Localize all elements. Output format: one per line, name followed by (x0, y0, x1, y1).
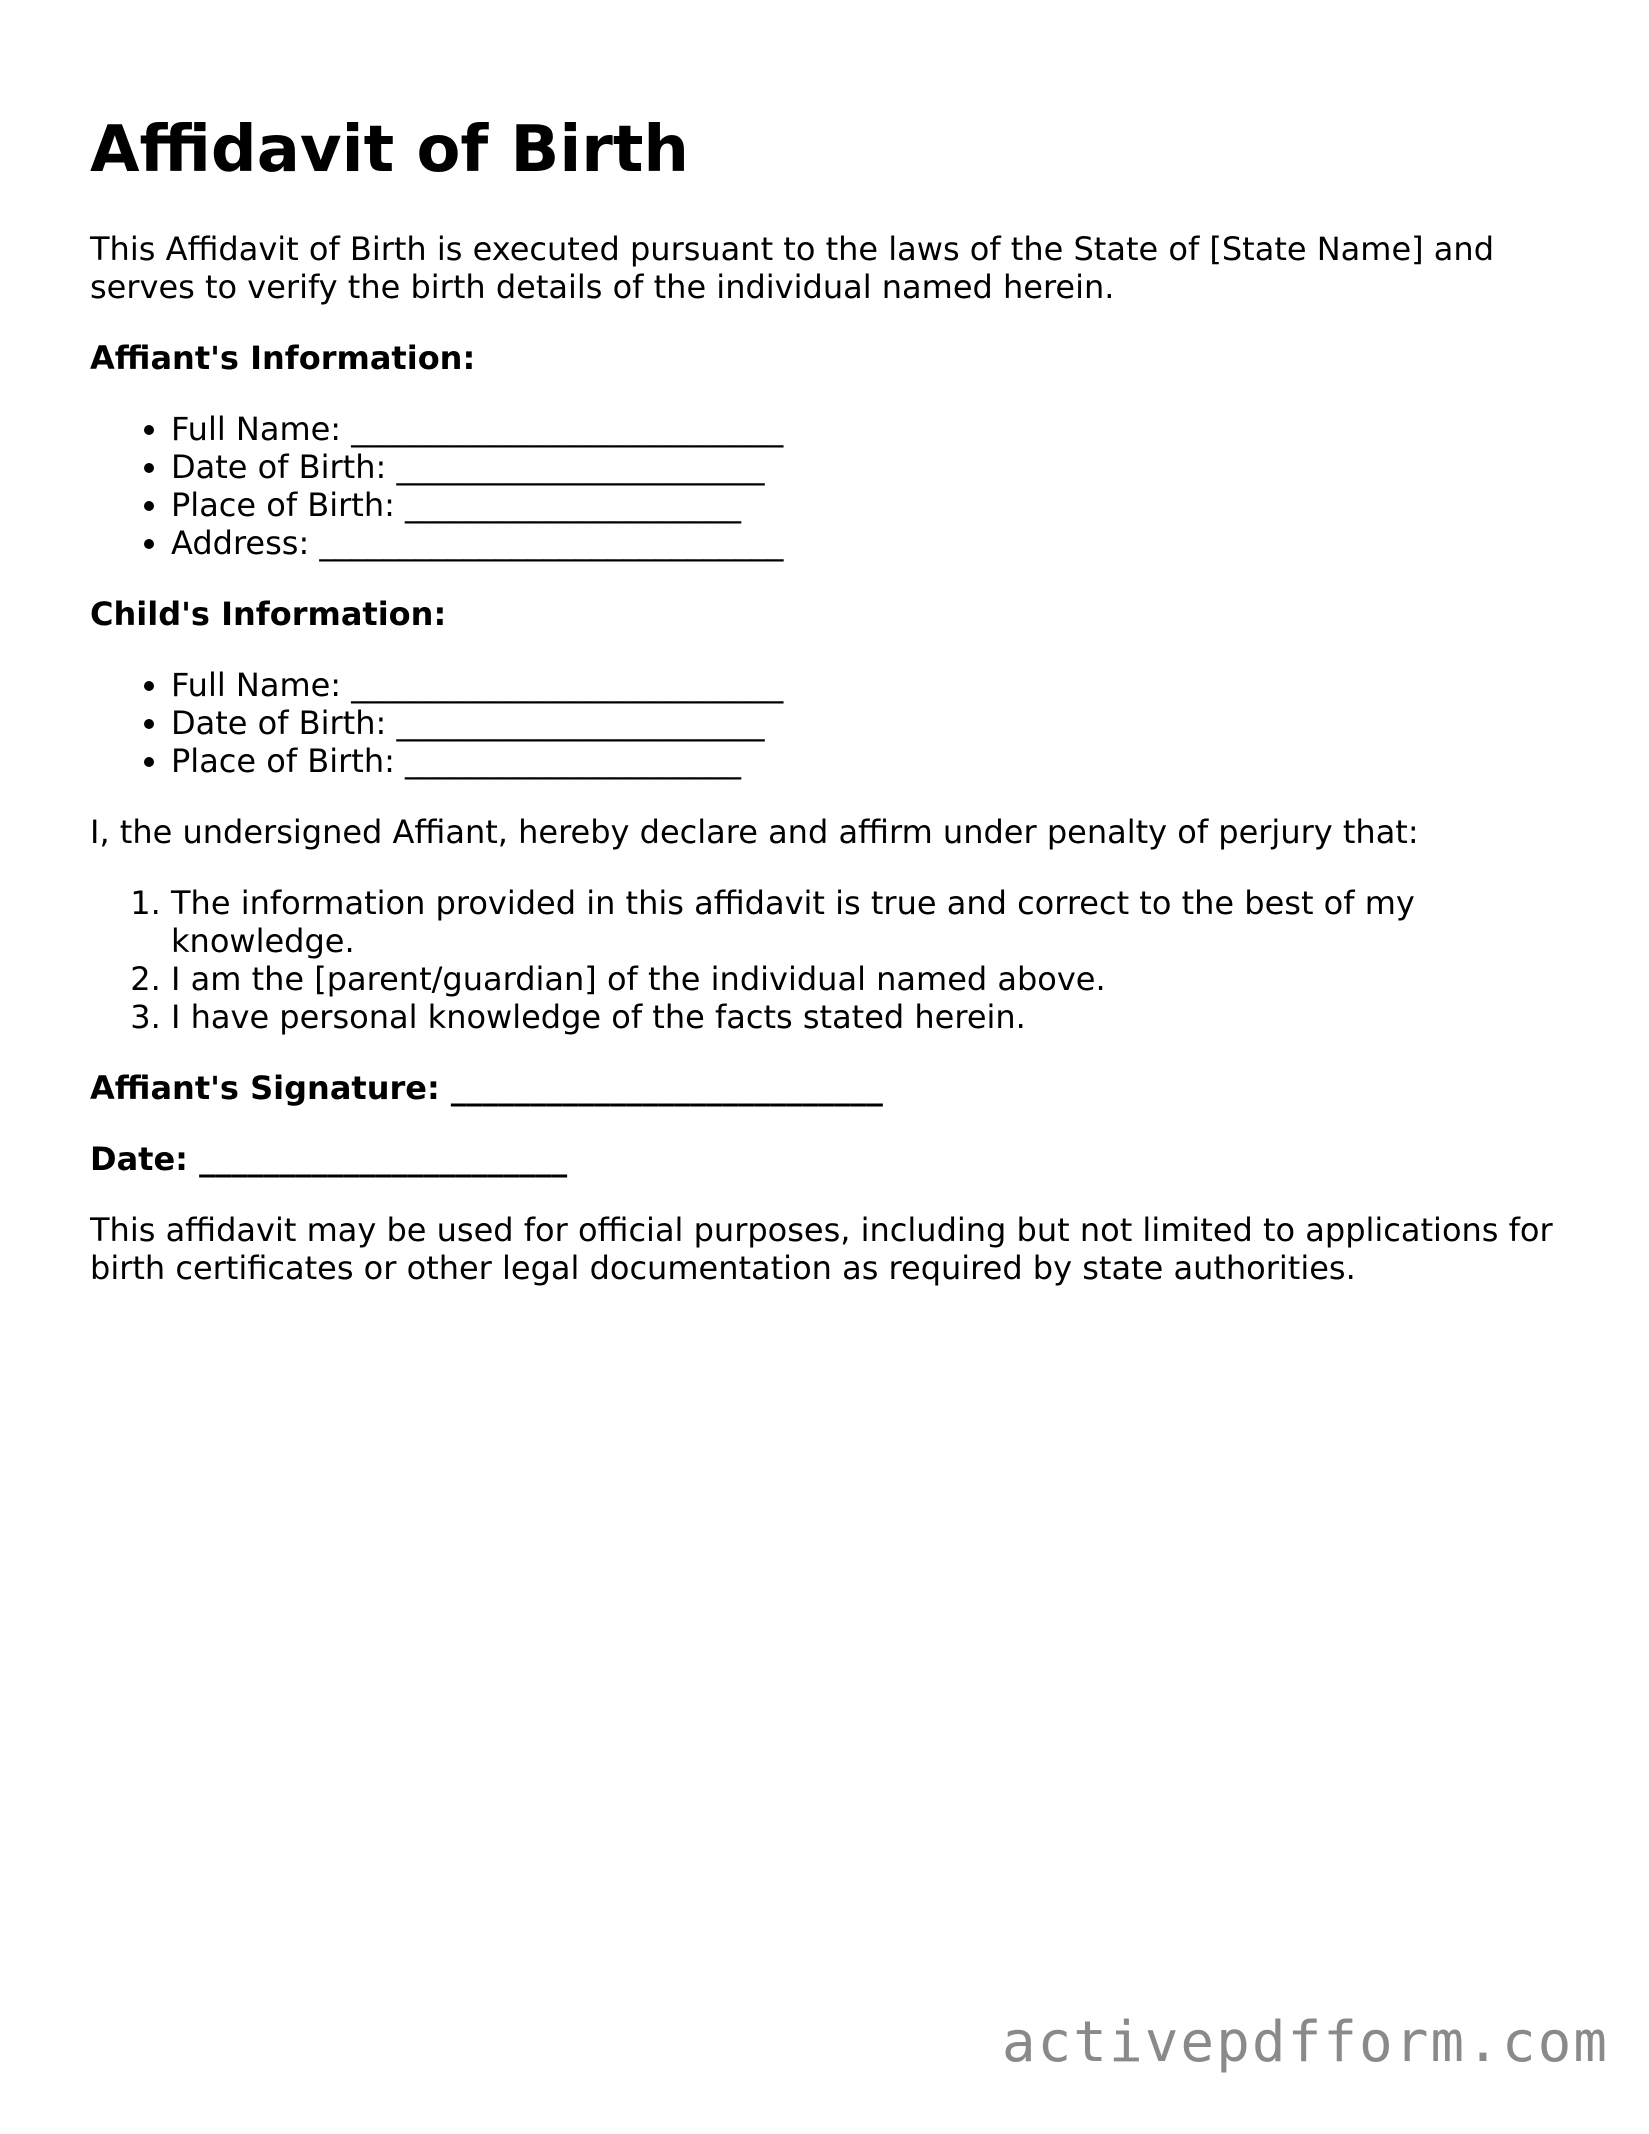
declaration-paragraph: I, the undersigned Affiant, hereby declare and affirm under penalty of perjury that: (90, 813, 1419, 851)
date-line: Date: _______________________ (90, 1140, 568, 1178)
child-info-heading: Child's Information: (90, 595, 447, 633)
child-place-of-birth-field: • Place of Birth: _____________________ (171, 742, 1570, 780)
document-title: Affidavit of Birth (90, 113, 689, 187)
affiant-info-list (90, 410, 1570, 562)
statement-item: 2. I am the [parent/guardian] of the individual named above. (171, 960, 1570, 998)
statements-list (90, 884, 1570, 1036)
statement-item: 3. I have personal knowledge of the facts stated herein. (171, 998, 1570, 1036)
affiant-date-of-birth-field: • Date of Birth: _______________________ (171, 448, 1570, 486)
statement-item: 1. The information provided in this affidavit is true and correct to the best of my knowledge. (171, 884, 1570, 960)
affidavit-document (90, 110, 1570, 1320)
affiant-address-field: • Address: _____________________________ (171, 524, 1570, 562)
affiant-full-name-field: • Full Name: ___________________________ (171, 410, 1570, 448)
child-full-name-field: • Full Name: ___________________________ (171, 666, 1570, 704)
intro-paragraph: This Affidavit of Birth is executed pursuant to the laws of the State of [State Name] and serves to verify the birth details of the individual named herein. (90, 230, 1494, 306)
child-info-list (90, 666, 1570, 780)
watermark: activepdfform.com (1001, 2010, 1609, 2075)
signature-line: Affiant's Signature: ___________________________ (90, 1069, 883, 1107)
child-date-of-birth-field: • Date of Birth: _______________________ (171, 704, 1570, 742)
closing-paragraph: This affidavit may be used for official purposes, including but not limited to applications for birth certificates or other legal documentation as required by state authorities. (90, 1211, 1553, 1287)
affiant-info-heading: Affiant's Information: (90, 339, 476, 377)
affiant-place-of-birth-field: • Place of Birth: _____________________ (171, 486, 1570, 524)
